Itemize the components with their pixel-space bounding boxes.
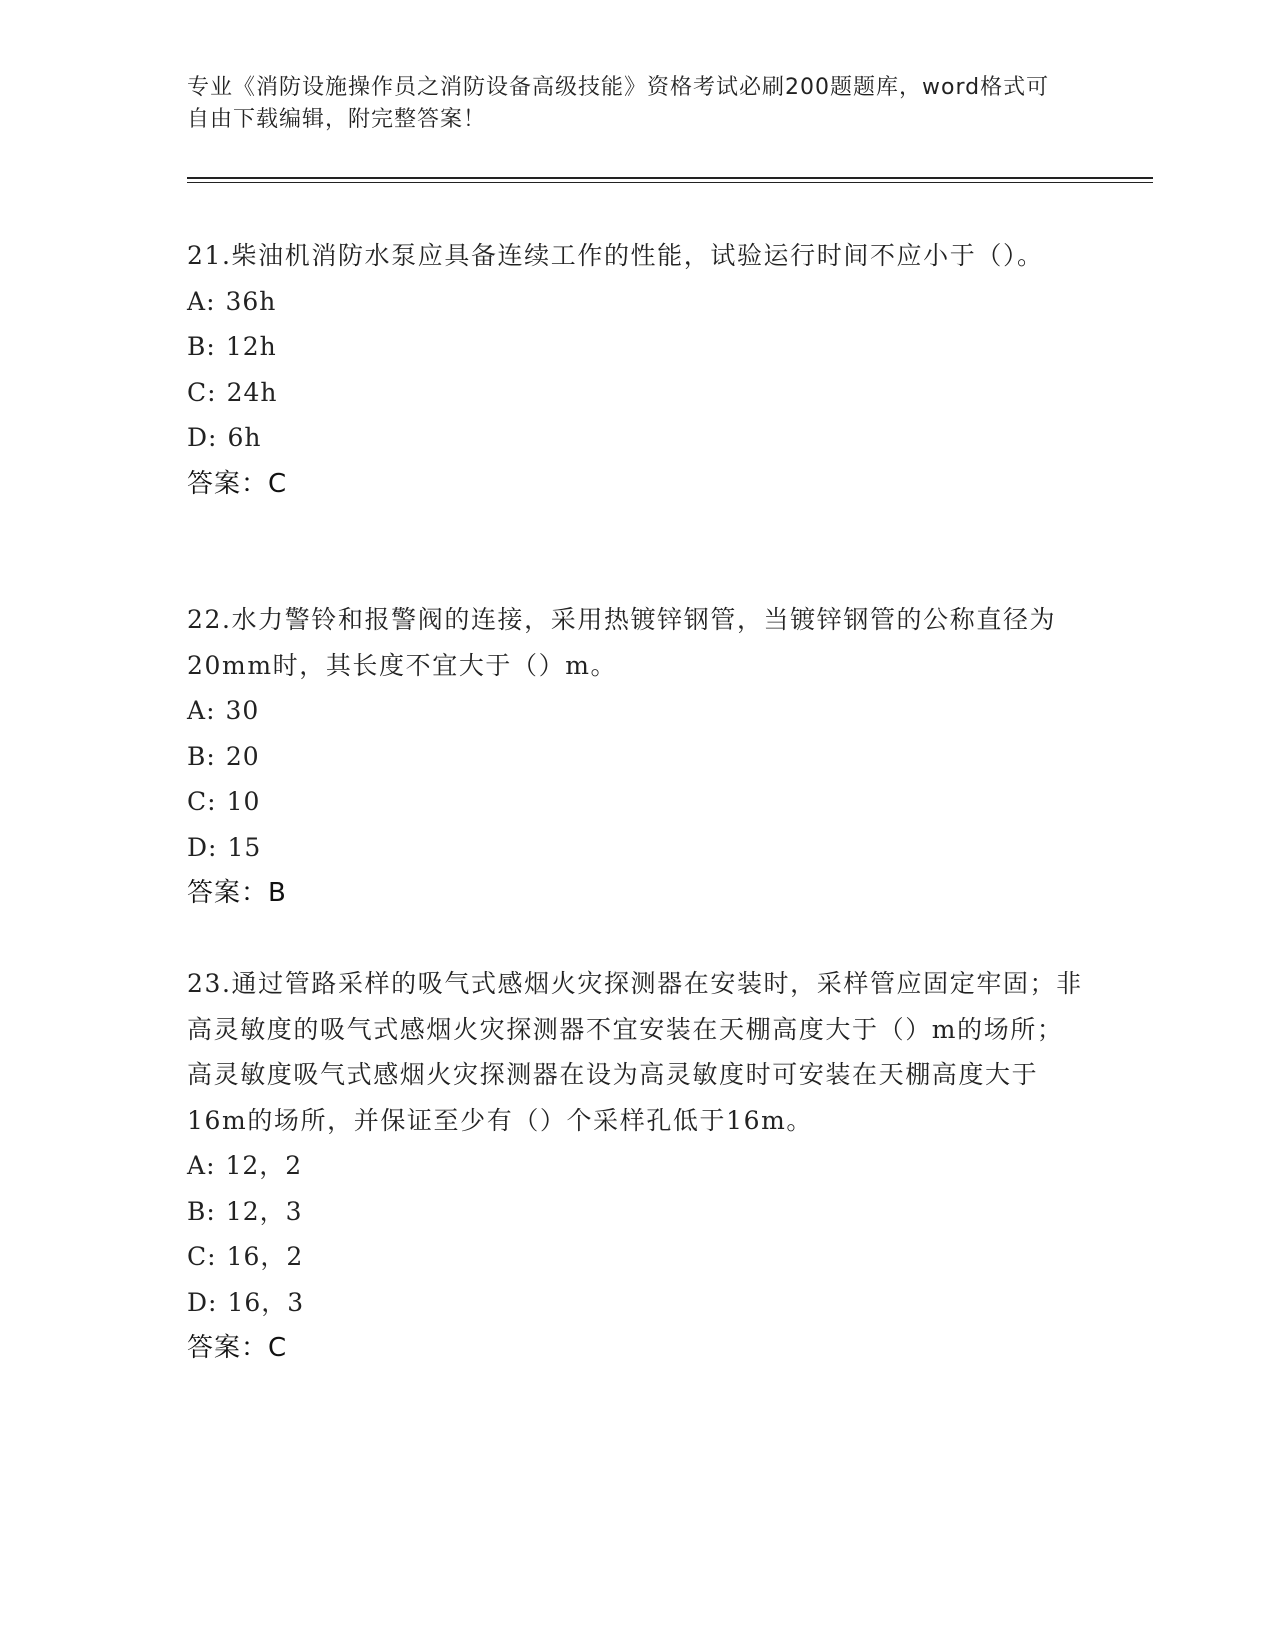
option-key: D — [187, 1287, 209, 1317]
option-separator: : — [208, 832, 218, 862]
option-separator: : — [206, 696, 216, 725]
header-divider-thick — [187, 177, 1153, 179]
option-b — [187, 734, 1087, 780]
option-key: A — [187, 696, 207, 725]
option-key: A — [187, 1151, 207, 1180]
option-text: 36h — [225, 286, 277, 316]
option-separator: : — [206, 332, 216, 361]
option-a — [187, 1143, 1087, 1189]
option-separator: : — [206, 1196, 216, 1226]
question-stem: 22.水力警铃和报警阀的连接，采用热镀锌钢管，当镀锌钢管的公称直径为20mm时，其长度不宜大于（）m。 — [187, 605, 1057, 680]
option-text: 12，3 — [225, 1196, 303, 1226]
option-key: C — [187, 377, 208, 407]
option-text: 6h — [227, 423, 262, 452]
option-key: A — [187, 286, 207, 316]
option-key: C — [187, 787, 208, 816]
option-b — [187, 1189, 1087, 1235]
option-text: 30 — [225, 696, 260, 725]
option-text: 20 — [225, 741, 260, 771]
question-23 — [187, 961, 1087, 1371]
answer-line: 答案：C — [187, 468, 288, 499]
question-stem: 23.通过管路采样的吸气式感烟火灾探测器在安装时，采样管应固定牢固；非高灵敏度的吸气式感烟火灾探测器不宜安装在天棚高度大于（）m的场所；高灵敏度吸气式感烟火灾探测器在设为高灵敏度时可安装在天棚高度大于16m的场所，并保证至少有（）个采样孔低于16m。 — [187, 969, 1083, 1135]
option-c — [187, 779, 1087, 825]
option-separator: : — [207, 1242, 217, 1271]
option-c — [187, 370, 1087, 416]
option-key: C — [187, 1242, 208, 1271]
option-text: 12，2 — [225, 1151, 303, 1180]
option-text: 24h — [226, 377, 278, 407]
document-header: 专业《消防设施操作员之消防设备高级技能》资格考试必刷200题题库，word格式可自由下载编辑，附完整答案！ — [187, 75, 1050, 132]
option-separator: : — [206, 741, 216, 771]
option-b — [187, 324, 1087, 370]
question-stem: 21.柴油机消防水泵应具备连续工作的性能，试验运行时间不应小于（）。 — [187, 241, 1044, 270]
option-text: 15 — [227, 832, 262, 862]
option-a — [187, 279, 1087, 325]
option-key: B — [187, 1196, 207, 1226]
option-text: 10 — [226, 787, 261, 816]
option-key: B — [187, 741, 207, 771]
option-separator: : — [207, 377, 217, 407]
option-separator: : — [207, 787, 217, 816]
option-separator: : — [206, 1151, 216, 1180]
option-d — [187, 415, 1087, 461]
option-text: 16，2 — [226, 1242, 304, 1271]
answer-line: 答案：C — [187, 1333, 288, 1363]
option-text: 12h — [225, 332, 277, 361]
option-key: D — [187, 423, 209, 452]
option-separator: : — [208, 1287, 218, 1317]
option-separator: : — [206, 286, 216, 316]
header-divider-thin — [187, 182, 1153, 183]
option-a — [187, 688, 1087, 734]
option-separator: : — [208, 423, 218, 452]
option-c — [187, 1234, 1087, 1280]
option-d — [187, 825, 1087, 871]
question-21 — [187, 233, 1087, 507]
question-22 — [187, 597, 1087, 916]
option-text: 16，3 — [227, 1287, 305, 1317]
option-key: D — [187, 832, 209, 862]
answer-line: 答案：B — [187, 878, 287, 908]
option-d — [187, 1280, 1087, 1326]
option-key: B — [187, 332, 207, 361]
